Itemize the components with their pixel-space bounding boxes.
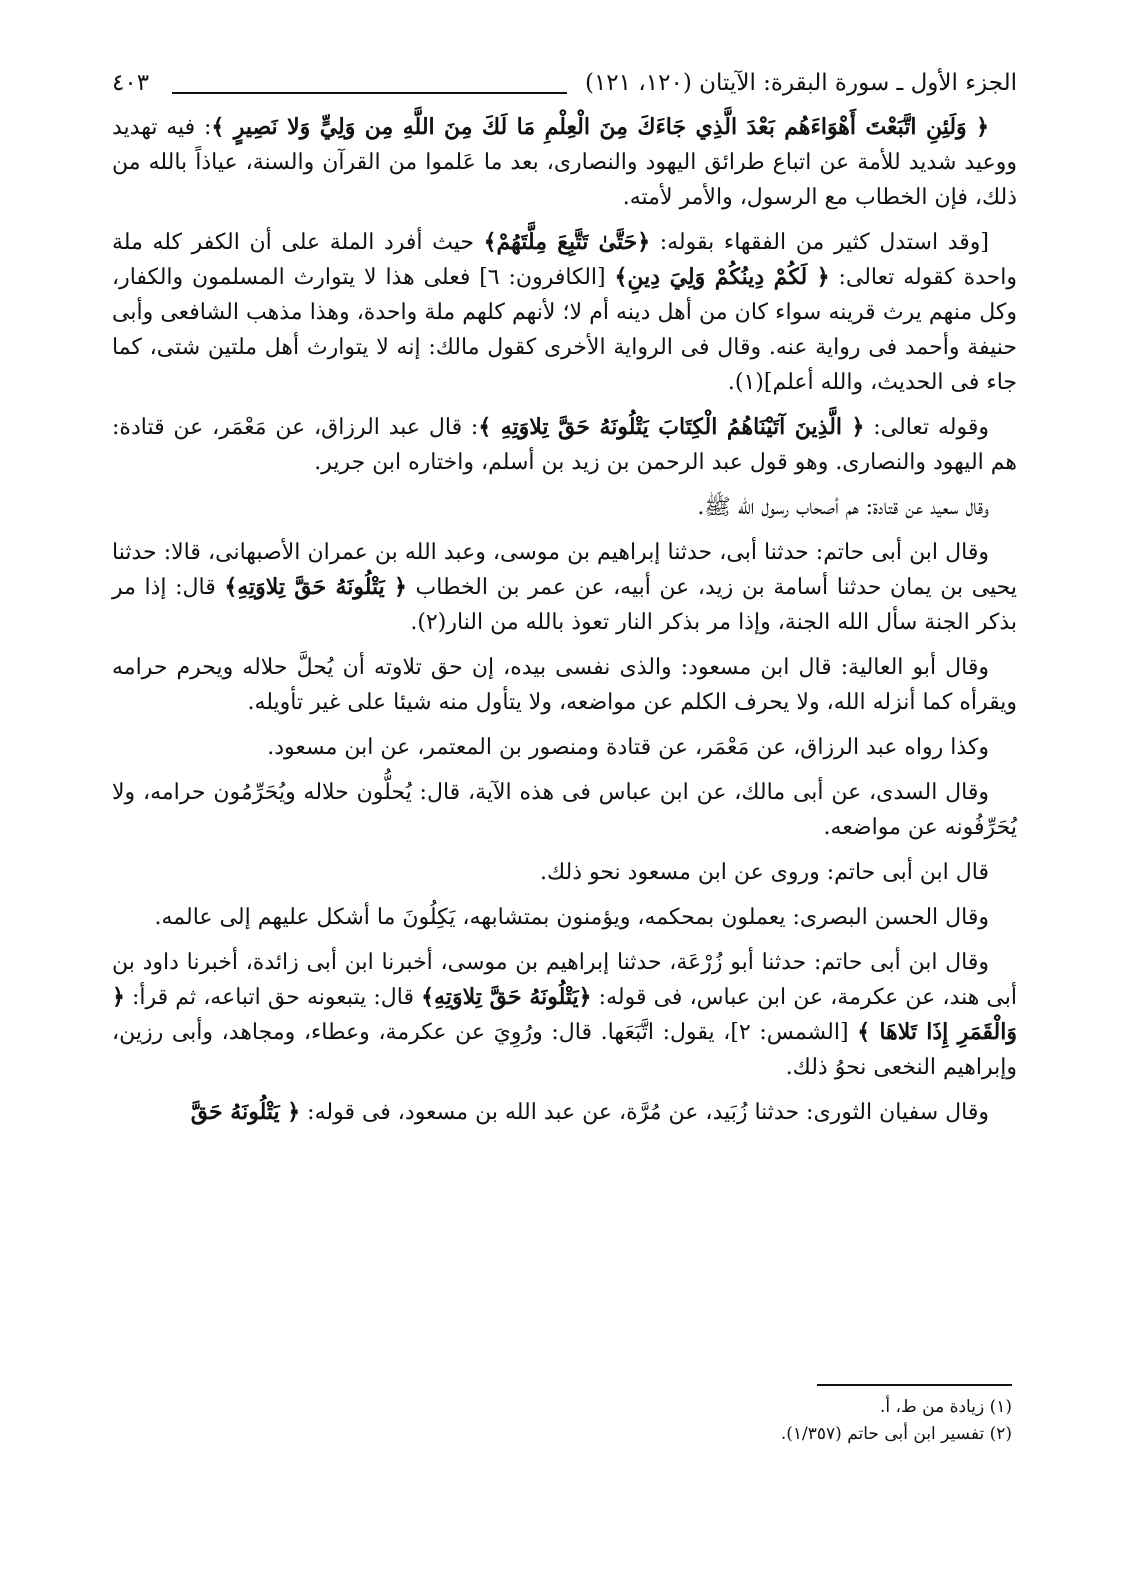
quran-verse: ﴿ لَكُمْ دِينُكُمْ وَلِيَ دِينِ﴾ [614,264,830,290]
header-rule [172,92,567,94]
commentary-text: : قال عبد الرزاق، عن مَعْمَر، عن قتادة: هم اليهود والنصارى. وهو قول عبد الرحمن بن زيد بن أسلم، واختاره ابن جرير. [112,415,1017,475]
paragraph [112,730,1017,765]
footnote-1: (١) زيادة من ط، أ. [879,1397,1012,1417]
commentary-text: [الشمس: ٢]، يقول: اتَّبَعَها. قال: ورُوِيَ عن عكرمة، وعطاء، ومجاهد، وأبى رزين، وإبراهيم النخعى نحوُ ذلك. [112,1020,1017,1080]
quran-verse: ﴿ وَلَئِنِ اتَّبَعْتَ أَهْوَاءَهُم بَعْدَ الَّذِي جَاءَكَ مِنَ الْعِلْمِ مَا لَكَ مِنَ اللَّهِ مِن وَلِيٍّ وَلا نَصِيرٍ ﴾ [211,114,989,140]
quran-verse: ﴿ الَّذِينَ آتَيْنَاهُمُ الْكِتَابَ يَتْلُونَهُ حَقَّ تِلاوَتِهِ ﴾ [478,414,865,440]
paragraph [112,225,1017,400]
quran-verse: ﴿ يَتْلُونَهُ حَقَّ [190,1099,301,1125]
header-title: الجزء الأول ـ سورة البقرة: الآيتان (١٢٠، ١٢١) [584,70,1017,96]
paragraph [112,855,1017,890]
commentary-text: : فيه تهديد ووعيد شديد للأمة عن اتباع طرائق اليهود والنصارى، بعد ما عَلموا من القرآن والسنة، عياذاً بالله من ذلك، فإن الخطاب مع الرسول، والأمر لأمته. [112,115,1017,210]
commentary-text: وقال سعيد عن قتادة: هم أصحاب رسول الله ﷺ. [697,495,989,520]
paragraph [112,900,1017,935]
commentary-text: وقال ابن أبى حاتم: حدثنا أبى، حدثنا إبراهيم بن موسى، وعبد الله بن عمران الأصبهانى، قالا: حدثنا يحيى بن يمان حدثنا أسامة بن زيد، عن أبيه، عن عمر بن الخطاب [112,540,1017,600]
quran-verse: ﴿ وَالْقَمَرِ إِذَا تَلاهَا ﴾ [112,984,1017,1045]
footnote-2: (٢) تفسير ابن أبى حاتم (١/٣٥٧). [780,1424,1012,1444]
commentary-text: [الكافرون: ٦] فعلى هذا لا يتوارث المسلمون والكفار، وكل منهم يرث قرينه سواء كان من أهل دينه أم لا؛ لأنهم كلهم ملة واحدة، وهذا مذهب الشافعى وأبى حنيفة وأحمد فى رواية عنه. وقال فى الرواية الأخرى كقول مالك: إنه لا يتوارث أهل ملتين شتى، كما جاء فى الحديث، والله أعلم](١). [112,265,1017,395]
page-number: ٤٠٣ [112,70,150,96]
body-text [112,110,1017,1130]
quran-verse: ﴿ يَتْلُونَهُ حَقَّ تِلاوَتِهِ﴾ [224,574,407,600]
commentary-text: قال ابن أبى حاتم: وروى عن ابن مسعود نحو ذلك. [539,860,989,885]
paragraph [112,775,1017,845]
footnotes [107,1394,1012,1448]
paragraph [112,650,1017,720]
commentary-text: وقال الحسن البصرى: يعملون بمحكمه، ويؤمنون بمتشابهه، يَكِلُونَ ما أشكل عليهم إلى عالمه. [154,905,989,930]
commentary-text: وقال أبو العالية: قال ابن مسعود: والذى نفسى بيده، إن حق تلاوته أن يُحلَّ حلاله ويحرم حرامه ويقرأه كما أنزله الله، ولا يحرف الكلم عن مواضعه، ولا يتأول منه شيئا على غير تأويله. [112,655,1017,715]
commentary-text: وقوله تعالى: [864,415,989,440]
commentary-text: وقال السدى، عن أبى مالك، عن ابن عباس فى هذه الآية، قال: يُحلُّون حلاله ويُحَرِّمُون حرامه، ولا يُحَرِّفُونه عن مواضعه. [112,780,1017,840]
paragraph [112,535,1017,640]
quran-verse: ﴿يَتْلُونَهُ حَقَّ تِلاوَتِهِ﴾ [421,984,592,1010]
page [112,70,1017,1140]
paragraph [112,410,1017,480]
commentary-text: وكذا رواه عبد الرزاق، عن مَعْمَر، عن قتادة ومنصور بن المعتمر، عن ابن مسعود. [267,735,989,760]
commentary-text: قال: إذا مر بذكر الجنة سأل الله الجنة، وإذا مر بذكر النار تعوذ بالله من النار(٢). [112,575,1017,635]
footnote-separator [817,1384,1012,1386]
commentary-text: حيث أفرد الملة على أن الكفر كله ملة واحدة كقوله تعالى: [112,230,1018,290]
commentary-text: [وقد استدل كثير من الفقهاء بقوله: [650,230,989,255]
paragraph [112,945,1017,1085]
commentary-text: وقال سفيان الثورى: حدثنا زُبَيد، عن مُرَّة، عن عبد الله بن مسعود، فى قوله: [300,1100,989,1125]
running-header [112,70,1017,110]
paragraph [112,1095,1017,1130]
paragraph [112,490,1017,525]
commentary-text: وقال ابن أبى حاتم: حدثنا أبو زُرْعَة، حدثنا إبراهيم بن موسى، أخبرنا ابن أبى زائدة، أخبرنا داود بن أبى هند، عن عكرمة، عن ابن عباس، فى قوله: [112,950,1017,1010]
commentary-text: قال: يتبعونه حق اتباعه، ثم قرأ: [124,985,422,1010]
paragraph [112,110,1017,215]
quran-verse: ﴿حَتَّىٰ تَتَّبِعَ مِلَّتَهُمْ﴾ [483,229,651,255]
